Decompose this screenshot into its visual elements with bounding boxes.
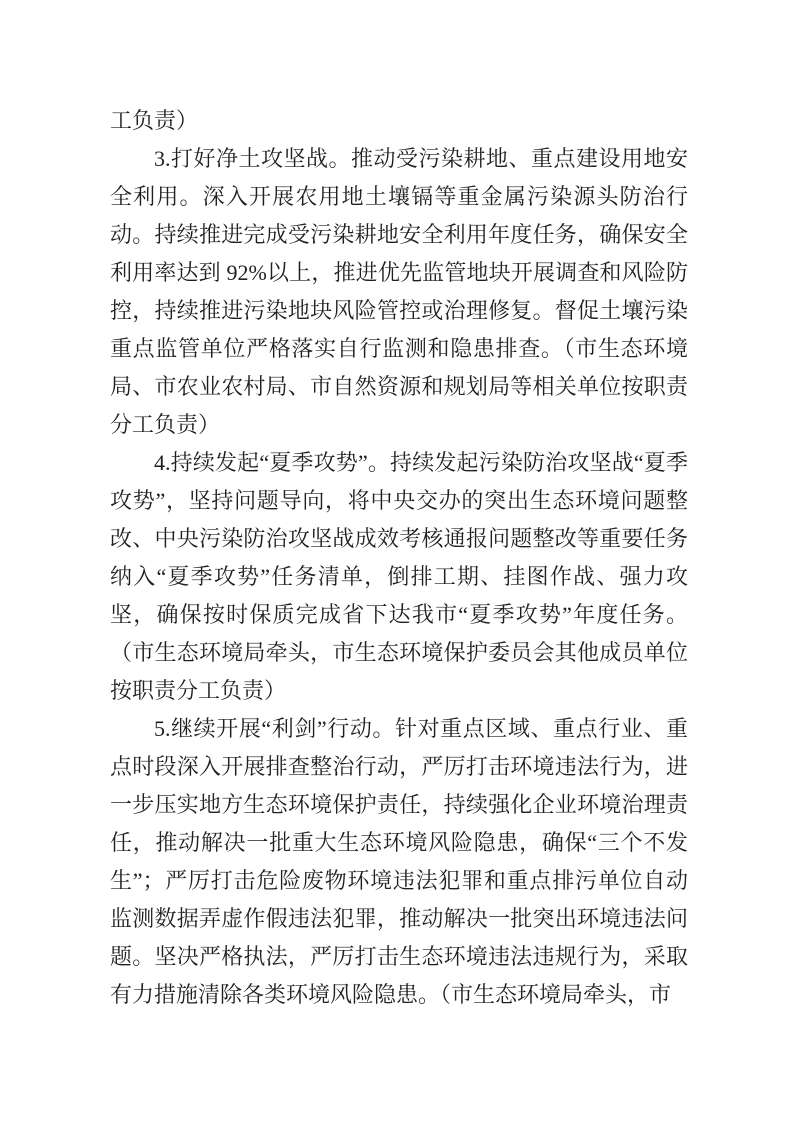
paragraph-item-3: 3.打好净土攻坚战。推动受污染耕地、重点建设用地安全利用。深入开展农用地土壤镉等重金属污染源头防治行动。持续推进完成受污染耕地安全利用年度任务，确保安全利用率达到 92%以上，推进优先监管地块开展调查和风险防控，持续推进污染地块风险管控或治理修复。督促土壤污染重点监管单位严格落实自行监测和隐患排查。（市生态环境局、市农业农村局、市自然资源和规划局等相关单位按职责分工负责） xyxy=(110,146,688,437)
paragraph-item-4: 4.持续发起“夏季攻势”。持续发起污染防治攻坚战“夏季攻势”，坚持问题导向，将中央交办的突出生态环境问题整改、中央污染防治攻坚战成效考核通报问题整改等重要任务纳入“夏季攻势”任务清单，倒排工期、挂图作战、强力攻坚，确保按时保质完成省下达我市“夏季攻势”年度任务。（市生态环境局牵头，市生态环境保护委员会其他成员单位按职责分工负责） xyxy=(110,450,688,703)
paragraph-continuation: 工负责） xyxy=(110,108,199,133)
document-text-block xyxy=(110,102,688,1014)
paragraph-item-5: 5.继续开展“利剑”行动。针对重点区域、重点行业、重点时段深入开展排查整治行动，严厉打击环境违法行为，进一步压实地方生态环境保护责任，持续强化企业环境治理责任，推动解决一批重大生态环境风险隐患，确保“三个不发生”；严厉打击危险废物环境违法犯罪和重点排污单位自动监测数据弄虚作假违法犯罪，推动解决一批突出环境违法问题。坚决严格执法，严厉打击生态环境违法违规行为，采取有力措施清除各类环境风险隐患。（市生态环境局牵头，市 xyxy=(110,716,688,1007)
